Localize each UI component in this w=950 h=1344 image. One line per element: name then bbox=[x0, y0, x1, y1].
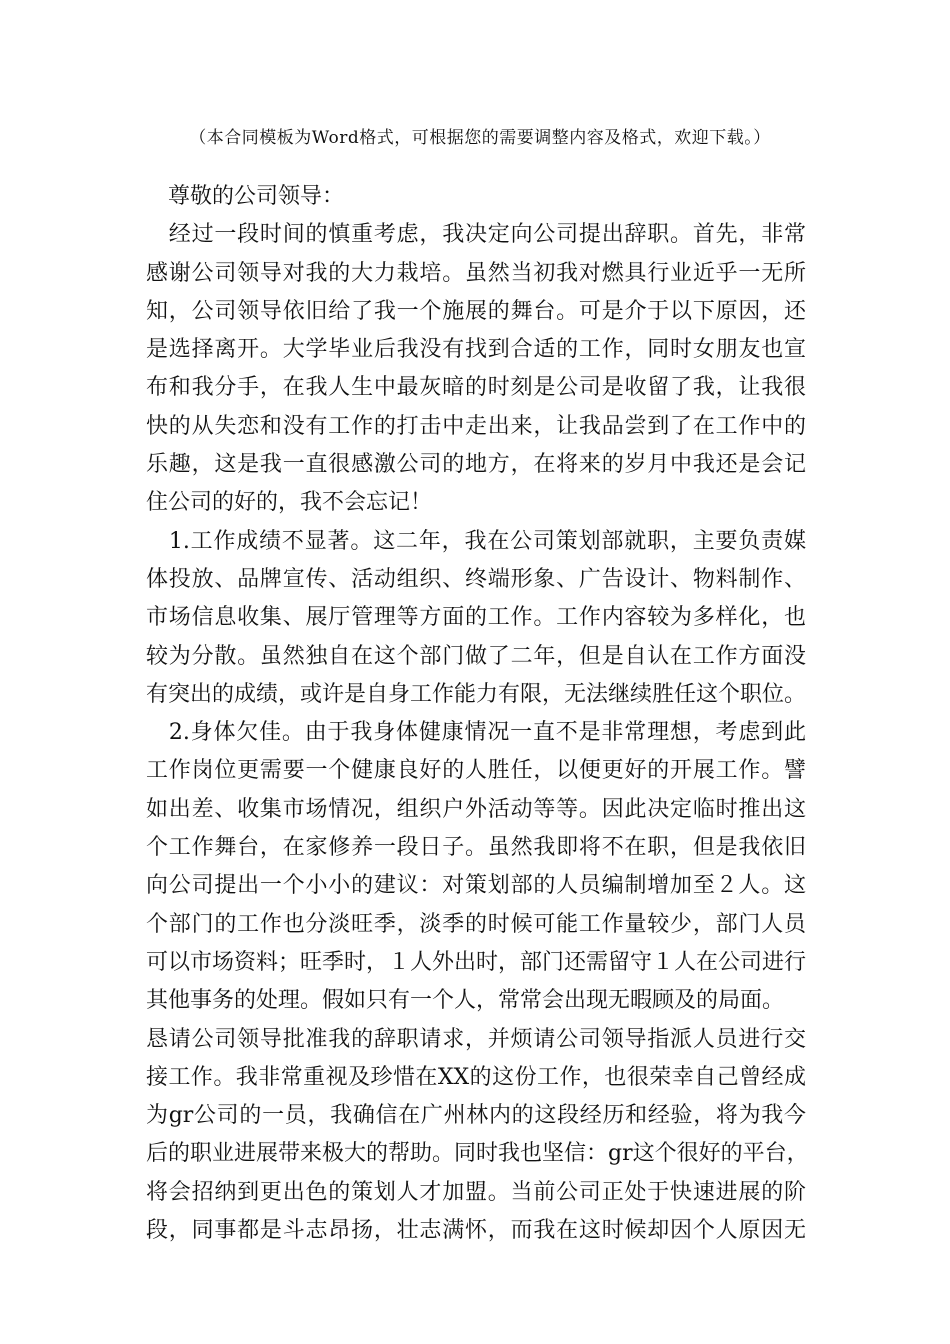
text-line: 段，同事都是斗志昂扬，壮志满怀，而我在这时候却因个人原因无 bbox=[146, 1218, 806, 1244]
text-line: 知，公司领导依旧给了我一个施展的舞台。可是介于以下原因，还 bbox=[146, 298, 806, 324]
text-line: 住公司的好的，我不会忘记！ bbox=[146, 490, 433, 516]
text-line: 个工作舞台，在家修养一段日子。虽然我即将不在职，但是我依旧 bbox=[146, 835, 806, 861]
text-line: 其他事务的处理。假如只有一个人，常常会出现无暇顾及的局面。 bbox=[146, 988, 785, 1014]
text-line: 工作岗位更需要一个健康良好的人胜任，以便更好的开展工作。譬 bbox=[146, 758, 806, 784]
text-line: 感谢公司领导对我的大力栽培。虽然当初我对燃具行业近乎一无所 bbox=[146, 260, 806, 286]
text-line: 向公司提出一个小小的建议：对策划部的人员编制增加至２人。这 bbox=[146, 873, 806, 899]
text-line: 较为分散。虽然独自在这个部门做了二年，但是自认在工作方面没 bbox=[146, 643, 806, 669]
text-line: 后的职业进展带来极大的帮助。同时我也坚信：gr这个很好的平台， bbox=[146, 1141, 809, 1167]
template-note: （本合同模板为Word格式，可根据您的需要调整内容及格式，欢迎下载。） bbox=[189, 128, 771, 148]
text-line: 为gr公司的一员，我确信在广州林内的这段经历和经验，将为我今 bbox=[146, 1103, 806, 1129]
text-line: 2.身体欠佳。由于我身体健康情况一直不是非常理想，考虑到此 bbox=[146, 720, 806, 746]
text-line: 是选择离开。大学毕业后我没有找到合适的工作，同时女朋友也宣 bbox=[146, 337, 806, 363]
text-line: 乐趣，这是我一直很感激公司的地方，在将来的岁月中我还是会记 bbox=[146, 452, 806, 478]
text-line: 快的从失恋和没有工作的打击中走出来，让我品尝到了在工作中的 bbox=[146, 413, 806, 439]
text-line: 体投放、品牌宣传、活动组织、终端形象、广告设计、物料制作、 bbox=[146, 566, 806, 592]
text-line: 市场信息收集、展厅管理等方面的工作。工作内容较为多样化，也 bbox=[146, 605, 806, 631]
text-line: 如出差、收集市场情况，组织户外活动等等。因此决定临时推出这 bbox=[146, 796, 806, 822]
text-line: 个部门的工作也分淡旺季，淡季的时候可能工作量较少，部门人员 bbox=[146, 911, 806, 937]
letter-body bbox=[146, 178, 809, 1250]
text-line: 1.工作成绩不显著。这二年，我在公司策划部就职，主要负责媒 bbox=[146, 528, 806, 554]
text-line: 有突出的成绩，或许是自身工作能力有限，无法继续胜任这个职位。 bbox=[146, 681, 807, 707]
text-line: 布和我分手，在我人生中最灰暗的时刻是公司是收留了我，让我很 bbox=[146, 375, 806, 401]
text-line: 可以市场资料；旺季时，１人外出时，部门还需留守１人在公司进行 bbox=[146, 949, 807, 975]
text-line: 经过一段时间的慎重考虑，我决定向公司提出辞职。首先，非常 bbox=[146, 222, 806, 248]
text-line: 尊敬的公司领导： bbox=[146, 184, 345, 209]
text-line: 恳请公司领导批准我的辞职请求，并烦请公司领导指派人员进行交 bbox=[146, 1026, 806, 1052]
text-line: 将会招纳到更出色的策划人才加盟。当前公司正处于快速进展的阶 bbox=[146, 1179, 806, 1205]
text-line: 接工作。我非常重视及珍惜在XX的这份工作，也很荣幸自己曾经成 bbox=[146, 1064, 806, 1090]
